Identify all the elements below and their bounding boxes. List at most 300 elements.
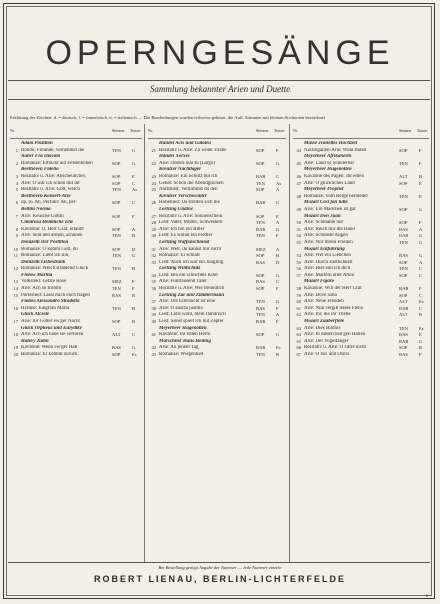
voice-type: TEN <box>256 312 265 318</box>
aria-title: Volkslied: Letzte Rose <box>21 279 67 285</box>
key-signature: As <box>276 180 282 186</box>
opera-heading <box>293 154 429 161</box>
entry-number: 39 <box>151 312 156 318</box>
aria-entry <box>148 200 286 207</box>
opera-title: Händel Xerxes <box>159 154 190 160</box>
entry-number: 66 <box>296 345 301 351</box>
aria-entry <box>148 174 286 181</box>
aria-entry <box>293 181 429 188</box>
entry-number: 62 <box>296 312 301 318</box>
voice-type: TEN <box>399 193 408 199</box>
voice-type: BAR <box>256 200 266 206</box>
aria-entry <box>293 286 429 293</box>
entry-number: 51 <box>296 226 301 232</box>
opera-title: Meyerbeer Hugenotten <box>159 325 207 331</box>
aria-entry <box>10 352 142 359</box>
aria-entry <box>293 326 429 333</box>
aria-title: Arie: Die Eifersucht ist eine <box>159 299 216 305</box>
aria-title: Romanze: Vom Berge hernieder <box>304 193 369 199</box>
voice-type: BAS <box>256 259 265 265</box>
voice-type: TEN <box>256 180 265 186</box>
entry-number: 28 <box>151 220 156 226</box>
entry-number: 13 <box>13 279 18 285</box>
voice-type: ALT <box>399 299 408 305</box>
key-signature: D <box>276 259 280 265</box>
aria-title: Rezitativ u. Arie: Sonnenschein <box>159 213 223 219</box>
voice-type: TEN <box>399 266 408 272</box>
entry-number: 26 <box>151 200 156 206</box>
voice-type: SOP <box>399 292 408 298</box>
voice-type: BAR <box>399 305 409 311</box>
opera-title: Meyerbeer Prophet <box>304 187 344 193</box>
opera-heading <box>148 326 286 333</box>
voice-type: BAS <box>256 279 265 285</box>
column-divider <box>144 124 145 562</box>
voice-type: ALT <box>399 312 408 318</box>
aria-title: Arie: O glückliches Land <box>304 180 355 186</box>
aria-title: Arie: Ihr Götter ew'ger Nacht <box>21 319 80 325</box>
aria-entry <box>148 319 286 326</box>
entry-number: 8 <box>15 226 18 232</box>
aria-title: Arie: Nur ihrem Frieden <box>304 239 353 245</box>
page-number: 8 <box>426 593 428 598</box>
voice-type: BAS <box>256 305 265 311</box>
voice-type: SOP <box>112 319 121 325</box>
opera-title: Lortzing Undine <box>159 206 194 212</box>
voice-type: TEN <box>256 352 265 357</box>
key-signature: C <box>419 272 423 278</box>
entry-number: 4 <box>15 180 18 186</box>
key-signature: C <box>419 292 423 298</box>
opera-title: Cimarosa Heimliche Ehe <box>21 220 74 226</box>
aria-entry <box>293 345 429 352</box>
aria-title: Kavatine des Pagen: Ihr edlen <box>304 173 364 179</box>
entry-number: 35 <box>151 279 156 285</box>
aria-title: Arie: Durch Zärtlichkeit <box>304 259 353 265</box>
entry-number: 17 <box>13 319 18 325</box>
key-signature: As <box>132 187 138 193</box>
key-signature: B <box>132 266 136 272</box>
voice-type: SOP <box>112 180 121 186</box>
opera-title: Beethoven Konzert-Arie <box>21 193 71 199</box>
aria-title: Nachtlied: Vernimmst du den <box>159 187 218 193</box>
opera-title: Mozart Entführung <box>304 246 345 252</box>
opera-title: Händel Acis und Galatea <box>159 141 211 146</box>
entry-number: 52 <box>296 233 301 239</box>
opera-title: Gluck Alceste <box>21 312 50 318</box>
aria-title: Arie: Schmähle nur <box>304 220 344 226</box>
opera-heading <box>10 207 142 214</box>
entry-number: 49 <box>296 206 301 212</box>
key-signature: G <box>419 206 423 212</box>
aria-entry <box>148 148 286 155</box>
column-divider <box>289 124 290 562</box>
voice-type: SOP <box>256 213 265 219</box>
entry-number: 60 <box>296 299 301 305</box>
aria-entry <box>293 299 429 306</box>
subtitle-rule <box>8 99 430 100</box>
aria-entry <box>10 266 142 273</box>
aria-title: Lied: Auch ich war ein Jüngling <box>159 259 224 265</box>
opera-title: Auber Fra Diavolo <box>21 154 61 160</box>
key-signature: Es <box>276 345 281 351</box>
voice-type: SOP <box>256 286 265 292</box>
voice-type: ALT <box>112 332 121 338</box>
entry-number: 22 <box>151 160 156 166</box>
aria-title: Arie: Land so wunderbar <box>304 160 355 166</box>
key-signature: B <box>132 292 136 298</box>
voice-type: SOP <box>112 213 121 219</box>
entry-number: 55 <box>296 259 301 265</box>
aria-title: Romanze: Er schläft <box>159 253 200 259</box>
aria-title: Arie: Reich mir die Hand <box>304 226 355 232</box>
opera-heading <box>10 194 142 201</box>
footer-rule <box>8 562 430 563</box>
key-signature: A <box>132 226 136 232</box>
aria-title: Arie: Ihr, die ihr Triebe <box>304 312 351 318</box>
opera-title: Donizetti Der Postillon <box>21 239 69 245</box>
aria-entry <box>293 148 429 155</box>
entry-number: 15 <box>13 292 18 298</box>
voice-type: BAR <box>256 319 266 325</box>
opera-title: Kreutzer Nachtlager <box>159 167 202 173</box>
voice-type: SOP <box>256 253 265 259</box>
aria-entry <box>148 260 286 267</box>
key-signature: G <box>132 147 136 153</box>
aria-entry <box>10 214 142 221</box>
key-signature: G <box>276 299 280 305</box>
opera-heading <box>10 273 142 280</box>
aria-title: Arie: Ich bin ein Ritter <box>159 226 205 232</box>
key-signature: A <box>276 220 280 226</box>
entry-number: 50 <box>296 220 301 226</box>
entry-number: 30 <box>151 233 156 239</box>
header-key: Tonart <box>130 128 141 133</box>
opera-heading <box>148 154 286 161</box>
opera-title: Kreutzer Verschwender <box>159 193 207 199</box>
aria-title: Arie: Martern aller Arten <box>304 272 355 278</box>
voice-type: SOP <box>399 259 408 265</box>
page-title: OPERNGESÄNGE <box>45 34 395 72</box>
key-signature: A <box>419 259 423 265</box>
opera-heading <box>10 260 142 267</box>
aria-title: Romanze: Wiegenlied <box>159 352 204 357</box>
key-signature: G <box>419 239 423 245</box>
aria-title: Kavatine: Will der Herr Graf <box>304 286 362 292</box>
aria-entry <box>293 352 429 359</box>
aria-title: Porterlied: Lasst mich euch fragen <box>21 292 90 298</box>
aria-entry <box>10 161 142 168</box>
aria-title: Arie: O wär ich schon mit dir <box>21 180 80 186</box>
key-signature: C <box>276 173 280 179</box>
opera-title: Flotow Alessandro Stradella <box>21 299 80 305</box>
entry-number: 53 <box>296 239 301 245</box>
aria-entry <box>148 253 286 260</box>
aria-entry <box>293 266 429 273</box>
opera-heading <box>148 240 286 247</box>
key-signature: C <box>419 266 423 272</box>
aria-entry <box>10 181 142 188</box>
voice-type: MEZ <box>256 246 266 252</box>
opera-title: Lortzing Zar und Zimmermann <box>159 292 225 298</box>
key-signature: B <box>419 312 423 318</box>
key-signature: B <box>276 253 280 259</box>
opera-heading <box>148 141 286 148</box>
aria-entry <box>293 306 429 313</box>
header-number: Nr. <box>10 128 15 133</box>
opera-title: Bellini Norma <box>21 206 51 212</box>
voice-type: TEN <box>112 147 121 153</box>
key-signature: Es <box>419 325 424 331</box>
key-signature: E <box>276 213 279 219</box>
entry-number: 57 <box>296 272 301 278</box>
voice-type: TEN <box>256 220 265 226</box>
entry-number: 33 <box>151 259 156 265</box>
opera-title: Meyerbeer Afrikanerin <box>304 154 352 160</box>
entry-number: 24 <box>151 180 156 186</box>
entry-number: 43 <box>151 352 156 357</box>
entry-number: 45 <box>296 160 301 166</box>
key-signature: B <box>132 233 136 239</box>
voice-type: BAR <box>399 286 409 292</box>
aria-entry <box>293 220 429 227</box>
voice-type: SOP <box>112 173 121 179</box>
opera-title: Donizetti Liebestrank <box>21 259 66 265</box>
aria-title: Arie: Fünftausend Taler <box>159 279 207 285</box>
aria-entry <box>148 181 286 188</box>
key-signature: C <box>419 305 423 311</box>
opera-heading <box>293 247 429 254</box>
entry-number: 31 <box>151 246 156 252</box>
voice-type: TEN <box>256 233 265 239</box>
entry-number: 18 <box>13 332 18 338</box>
voice-type: SOP <box>112 160 121 166</box>
header-key: Tonart <box>274 128 285 133</box>
key-signature: E <box>419 193 422 199</box>
key-signature: G <box>132 345 136 351</box>
key-signature: F <box>419 352 422 357</box>
aria-entry <box>293 273 429 280</box>
aria-title: Kavatine: Wenn ew'ger Haß <box>21 345 78 351</box>
voice-type: TEN <box>256 299 265 305</box>
key-signature: E <box>132 173 135 179</box>
column-header <box>148 128 286 139</box>
entry-number: 37 <box>151 299 156 305</box>
aria-entry <box>293 332 429 339</box>
key-signature: F <box>276 147 279 153</box>
key-signature: Es <box>132 352 137 357</box>
aria-title: Gebet: Schon die Abendglocken <box>159 180 224 186</box>
voice-type: SOP <box>399 180 408 186</box>
key-signature: A <box>276 187 280 193</box>
key-signature: G <box>132 160 136 166</box>
aria-title: Arie: Ach so fromm <box>21 286 62 292</box>
aria-entry <box>10 279 142 286</box>
key-signature: G <box>419 233 423 239</box>
aria-entry <box>293 339 429 346</box>
voice-type: SOP <box>112 226 121 232</box>
opera-heading <box>10 154 142 161</box>
key-signature: G <box>276 272 280 278</box>
aria-title: Arie: Welt, du kannst mir nicht <box>159 246 221 252</box>
aria-entry <box>148 345 286 352</box>
key-signature: C <box>276 279 280 285</box>
entry-number: 36 <box>151 286 156 292</box>
entry-number: 58 <box>296 286 301 292</box>
entry-number: 11 <box>13 253 18 259</box>
aria-title: Arie: Keusche Göttin <box>21 213 64 219</box>
key-signature: F <box>276 233 279 239</box>
key-signature: B <box>132 319 136 325</box>
aria-title: Arie: O Isis und Osiris <box>304 352 350 357</box>
entry-number: 10 <box>13 246 18 252</box>
voice-type: BAR <box>256 226 266 232</box>
aria-title: Arie: Neue Freuden <box>304 299 344 305</box>
entry-number: 29 <box>151 226 156 232</box>
voice-type: SOP <box>399 345 408 351</box>
key-signature: F <box>419 220 422 226</box>
opera-heading <box>10 220 142 227</box>
entry-number: 21 <box>151 147 156 153</box>
aria-title: Kavatine: Ihr edlen Herrn <box>159 332 211 338</box>
aria-title: Romanze: Welch strahlend Glück <box>21 266 89 272</box>
aria-title: Arie: In diesen heil'gen Hallen <box>304 332 366 338</box>
key-signature: F <box>132 279 135 285</box>
entry-number: 3 <box>15 173 18 179</box>
voice-type: ALT <box>399 173 408 179</box>
aria-entry <box>293 194 429 201</box>
key-signature: B <box>419 345 423 351</box>
entry-number: 42 <box>151 345 156 351</box>
key-signature: F <box>132 213 135 219</box>
aria-entry <box>10 319 142 326</box>
entry-number: 44 <box>296 147 301 153</box>
opera-title: Gluck Orpheus und Eurydike <box>21 325 82 331</box>
entry-number: 63 <box>296 325 301 331</box>
key-signature: F <box>419 147 422 153</box>
entry-number: 67 <box>296 352 301 357</box>
entry-number: 38 <box>151 305 156 311</box>
aria-entry <box>148 352 286 359</box>
key-signature: F <box>419 286 422 292</box>
key-signature: A <box>276 312 280 318</box>
aria-title: Arie: Dove sono <box>304 292 338 298</box>
key-signature: A <box>276 246 280 252</box>
opera-heading <box>10 299 142 306</box>
entry-number: 32 <box>151 253 156 259</box>
entry-number: 19 <box>13 345 18 351</box>
aria-title: Hymne: Jungfrau Maria <box>21 305 70 311</box>
key-signature: G <box>419 338 423 344</box>
opera-heading <box>293 279 429 286</box>
opera-title: Adam Postillon <box>21 141 53 146</box>
voice-type: SOP <box>399 206 408 212</box>
aria-entry <box>293 233 429 240</box>
key-signature: B <box>419 173 423 179</box>
voice-type: TEN <box>112 253 121 259</box>
opera-title: Mozart Figaro <box>304 279 335 285</box>
entry-number: 25 <box>151 187 156 193</box>
opera-heading <box>10 141 142 148</box>
aria-entry <box>293 161 429 168</box>
aria-entry <box>293 174 429 181</box>
key-signature: E <box>419 332 422 338</box>
aria-entry <box>293 207 429 214</box>
aria-entry <box>148 299 286 306</box>
voice-type: SOP <box>256 147 265 153</box>
aria-title: op. 65 Ah, Perfido! Ah, per- <box>21 200 78 206</box>
aria-title: Arie: Ein Mädchen ist gar <box>304 206 356 212</box>
aria-entry <box>10 253 142 260</box>
entry-number: 64 <box>296 332 301 338</box>
voice-type: BAR <box>256 173 266 179</box>
column-1 <box>10 128 142 359</box>
page-subtitle: Sammlung bekannter Arien und Duette <box>149 84 291 94</box>
opera-heading <box>293 167 429 174</box>
title-rule <box>8 80 430 81</box>
voice-type: MEZ <box>112 279 122 285</box>
key-signature: F <box>276 319 279 325</box>
aria-title: Lied: Vater, Mutter, Schwestern <box>159 220 223 226</box>
entry-number: 7 <box>15 213 18 219</box>
voice-type: BAS <box>399 332 408 338</box>
column-header <box>293 128 429 139</box>
aria-entry <box>10 187 142 194</box>
footer-note: Bei Bestellung genügt Angabe der Nummer — Jede Nummer einzeln <box>158 565 282 570</box>
voice-type: SOP <box>256 332 265 338</box>
header-number: Nr. <box>293 128 298 133</box>
voice-type: TEN <box>112 233 121 239</box>
aria-entry <box>148 312 286 319</box>
key-signature: C <box>132 180 136 186</box>
voice-type: BAS <box>399 253 408 259</box>
entry-number: 6 <box>15 200 18 206</box>
key-signature: F <box>276 286 279 292</box>
key-signature: G <box>276 226 280 232</box>
entry-number: 27 <box>151 213 156 219</box>
aria-title: Arie: Nun vergiß leises Flehn <box>304 305 364 311</box>
entry-number: 46 <box>296 173 301 179</box>
voice-type: SOP <box>112 352 121 357</box>
aria-entry <box>148 332 286 339</box>
header-voice: Stimme <box>399 128 412 133</box>
aria-entry <box>10 233 142 240</box>
opera-title: Lortzing Waffenschmied <box>159 239 210 245</box>
column-2 <box>148 128 286 359</box>
entry-number: 41 <box>151 332 156 338</box>
aria-title: Romanze: Er kommt zurück <box>21 352 78 357</box>
entry-number: 34 <box>151 272 156 278</box>
aria-title: Arie: O sancta justitia <box>159 305 203 311</box>
opera-heading <box>10 326 142 333</box>
aria-entry <box>293 312 429 319</box>
opera-heading <box>10 312 142 319</box>
entry-number: 12 <box>13 266 18 272</box>
entry-number: 61 <box>296 305 301 311</box>
aria-title: Rezitativ u. Arie: Zu wilde Triebe <box>159 147 227 153</box>
aria-entry <box>148 279 286 286</box>
voice-type: TEN <box>112 286 121 292</box>
header-key: Tonart <box>417 128 428 133</box>
voice-type: SOP <box>256 160 265 166</box>
key-signature: G <box>276 160 280 166</box>
aria-title: Lied: Sonst spielt ich mit Zepter <box>159 319 224 325</box>
key-signature: G <box>276 200 280 206</box>
aria-entry <box>148 161 286 168</box>
opera-heading <box>148 207 286 214</box>
entry-number: 1 <box>15 147 18 153</box>
entry-number: 48 <box>296 193 301 199</box>
